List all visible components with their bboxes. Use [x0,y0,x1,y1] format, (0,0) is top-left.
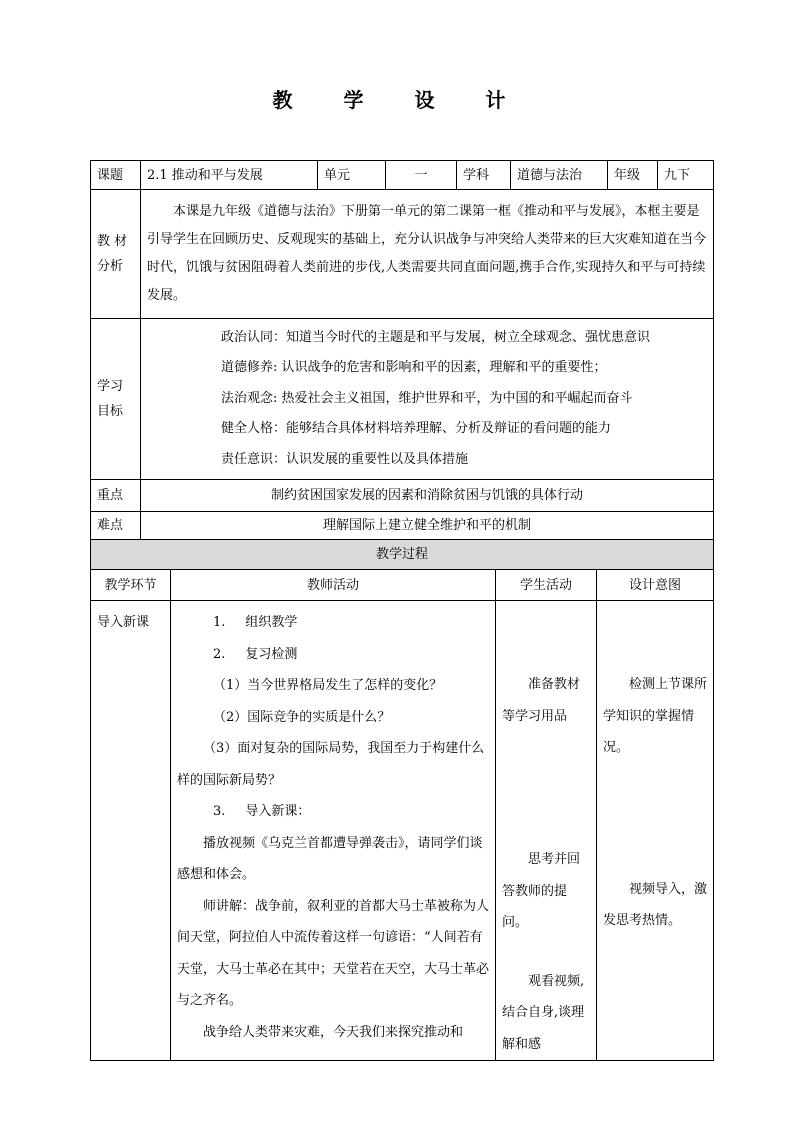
process-heading: 教学过程 [91,540,714,570]
col-stage: 教学环节 [91,570,171,601]
step-label: 导入新课： [245,804,311,819]
teacher-paragraph: 师讲解：战争前，叙利亚的首都大马士革被称为人间天堂，阿拉伯人中流传着这样一句谚语：“人间若有天堂，大马士革必在其中；天堂若在天空，大马士革必与之齐名。 [177,898,490,1008]
process-heading-row [91,540,714,570]
teacher-paragraph: 战争给人类带来灾难，今天我们来探究推动和 [203,1024,464,1040]
subject-label: 学科 [457,161,511,190]
goals-list [141,319,714,480]
analysis-label-line2: 分析 [97,259,124,274]
key-row [91,480,714,512]
design-intent: 检测上节课所学知识的掌握情况。 [603,677,708,755]
student-activity: 观看视频,结合自身,谈理解和感 [502,973,585,1052]
analysis-text-cell [141,190,714,319]
stage-text: 导入新课 [97,615,150,630]
unit-value: 一 [386,161,457,190]
difficult-text: 理解国际上建立健全维护和平的机制 [141,512,714,540]
step-label: 复习检测 [245,646,298,662]
review-question-2: （2）国际竞争的实质是什么？ [213,709,391,725]
analysis-row [91,190,714,319]
page-title: 教 学 设 计 [272,88,528,112]
teacher-paragraph: 播放视频《乌克兰首都遭导弹袭击》，请同学们谈感想和体会。 [177,835,483,882]
process-row [91,601,714,1061]
process-columns-row [91,570,714,601]
col-teacher: 教师活动 [171,570,496,601]
teacher-step-2 [177,639,489,671]
goals-label [91,319,141,480]
goals-label-line2: 目标 [97,404,124,419]
process-table [90,539,714,1061]
difficult-row [91,512,714,540]
topic-label: 课题 [91,161,141,190]
student-cell [496,601,597,1061]
teacher-step-3 [177,796,489,828]
review-question-1: （1）当今世界格局发生了怎样的变化？ [213,678,443,693]
goal-item: 法治观念: 热爱社会主义祖国，维护世界和平，为中国的和平崛起而奋斗 [221,390,633,406]
grade-label: 年级 [608,161,658,190]
design-intent: 视频导入，激发思考热情。 [603,881,708,928]
goal-item: 道德修养: 认识战争的危害和影响和平的因素，理解和平的重要性； [221,360,607,376]
intent-cell [597,601,714,1061]
key-text: 制约贫困国家发展的因素和消除贫困与饥饿的具体行动 [141,480,714,512]
header-row [91,161,714,190]
goals-label-line1: 学习 [97,379,124,394]
key-label: 重点 [91,480,141,512]
col-intent: 设计意图 [597,570,714,601]
unit-label: 单元 [318,161,386,190]
analysis-label-line1: 教 材 [97,234,128,249]
difficult-label: 难点 [91,512,141,540]
analysis-text: 本课是九年级《道德与法治》下册第一单元的第二课第一框《推动和平与发展》，本框主要是引导学生在回顾历史、反观现实的基础上，充分认识战争与冲突给人类带来的巨大灾难知道在当今时代，饥饿与贫困阻碍着人类前进的步伐,人类需要共同直面问题,携手合作,实现持久和平与可持续发展。 [147,204,707,303]
student-activity: 思考并回答教师的提问。 [502,852,581,930]
goal-item: 责任意识：认识发展的重要性以及具体措施 [221,451,469,467]
info-table [90,160,714,540]
col-student: 学生活动 [496,570,597,601]
analysis-label [91,190,141,319]
review-question-3: （3）面对复杂的国际局势，我国至力于构建什么样的国际新局势？ [177,741,485,788]
teacher-cell [171,601,496,1061]
student-activity: 准备教材等学习用品 [502,677,581,724]
stage-cell [91,601,171,1061]
topic-value: 2.1 推动和平与发展 [141,161,318,190]
subject-value: 道德与法治 [511,161,608,190]
goals-row [91,319,714,480]
step-number: 3. [213,804,226,819]
goal-item: 政治认同：知道当今时代的主题是和平与发展，树立全球观念、强忧患意识 [221,329,651,345]
grade-value: 九下 [658,161,714,190]
step-number: 1. [213,615,226,630]
step-number: 2. [213,646,226,662]
goal-item: 健全人格：能够结合具体材料培养理解、分析及辩证的看问题的能力 [221,421,612,437]
step-label: 组织教学 [245,615,298,630]
teacher-step-1 [177,607,489,639]
